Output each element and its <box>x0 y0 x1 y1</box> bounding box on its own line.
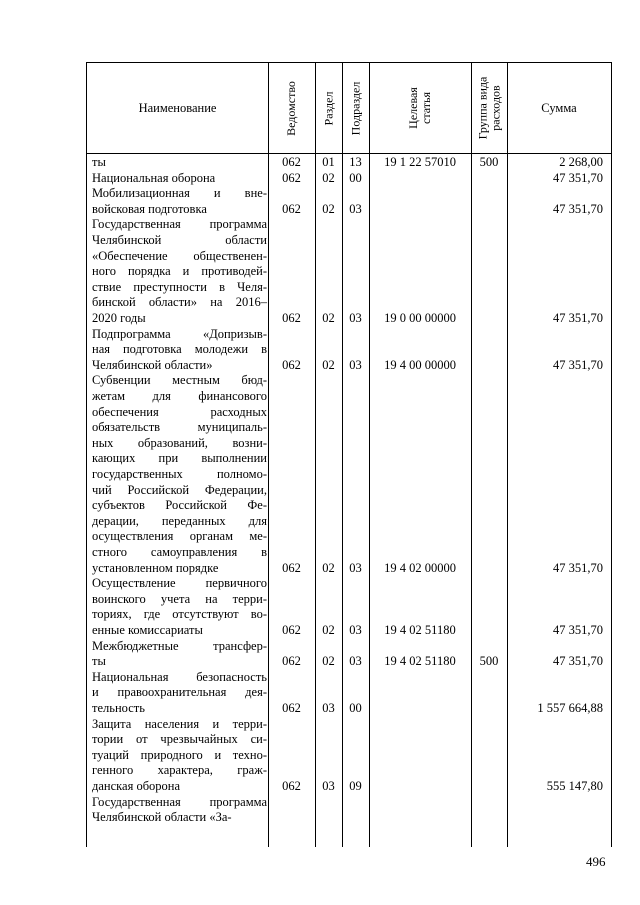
row-name-line: и правоохранительная дея- <box>92 685 267 700</box>
cell-razdel: 03 <box>322 700 335 715</box>
row-name <box>92 171 267 187</box>
row-name-line: тельность <box>92 700 145 715</box>
row-name-line: данская оборона <box>92 778 181 793</box>
row-name-line: енные комиссариаты <box>92 622 203 637</box>
table-row <box>87 186 611 217</box>
table-row <box>87 639 611 670</box>
row-name-line: Национальная оборона <box>92 170 216 185</box>
header-vedomstvo: Ведомство <box>284 80 299 136</box>
cell-podrazdel: 00 <box>349 170 362 185</box>
cell-sum: 47 351,70 <box>553 654 603 669</box>
table-row <box>87 717 611 795</box>
row-name-line: Межбюджетные трансфер- <box>92 638 267 653</box>
table-row <box>87 217 611 326</box>
cell-sum: 47 351,70 <box>553 622 603 637</box>
cell-ved: 062 <box>282 170 301 185</box>
row-name-line: тории от чрезвычайных си- <box>92 732 267 747</box>
cell-sum: 47 351,70 <box>553 357 603 372</box>
row-name-line: генного характера, граж- <box>92 763 267 778</box>
row-name-line: ных образований, возни- <box>92 435 267 450</box>
row-name-line: ная подготовка молодежи в <box>92 342 267 357</box>
table-header <box>87 62 611 154</box>
cell-razdel: 02 <box>322 310 335 325</box>
row-name-line: воинского учета на терри- <box>92 591 267 606</box>
row-name-line: осуществления органам ме- <box>92 529 267 544</box>
row-name-line: субъектов Российской Фе- <box>92 498 267 513</box>
header-target <box>407 87 433 129</box>
cell-ved: 062 <box>282 155 301 169</box>
cell-ved: 062 <box>282 654 301 669</box>
cell-ved: 062 <box>282 560 301 575</box>
row-name-line: бинской области» на 2016– <box>92 295 267 310</box>
row-name-line: установленном порядке <box>92 560 219 575</box>
cell-ved: 062 <box>282 201 301 216</box>
row-name-line: кающих при выполнении <box>92 451 267 466</box>
cell-group: 500 <box>479 654 499 669</box>
cell-target: 19 4 00 00000 <box>384 357 456 372</box>
header-group-line2: расходов <box>488 85 502 131</box>
table-row <box>87 373 611 576</box>
table-row <box>87 171 611 187</box>
row-name-line: войсковая подготовка <box>92 201 207 216</box>
row-name-line: ты <box>92 654 106 669</box>
header-target-cell <box>369 63 471 153</box>
row-name-line: «Обеспечение общественен- <box>92 248 267 263</box>
cell-ved: 062 <box>282 310 301 325</box>
cell-podrazdel: 00 <box>349 700 362 715</box>
row-name <box>92 186 267 217</box>
header-target-line1: Целевая <box>405 87 420 129</box>
row-name <box>92 217 267 326</box>
row-name <box>92 795 267 826</box>
row-name-line: Подпрограмма «Допризыв- <box>92 326 267 341</box>
cell-podrazdel: 03 <box>349 654 362 669</box>
row-name-line: Челябинской области «За- <box>92 810 232 825</box>
cell-sum: 47 351,70 <box>553 310 603 325</box>
header-name: Наименование <box>138 100 217 115</box>
row-name-line: Субвенции местным бюд- <box>92 373 267 388</box>
cell-podrazdel: 03 <box>349 357 362 372</box>
row-name-line: стного самоуправления в <box>92 544 267 559</box>
table-row <box>87 795 611 826</box>
row-name-line: государственных полномо- <box>92 466 267 481</box>
cell-podrazdel: 03 <box>349 622 362 637</box>
row-name <box>92 155 267 171</box>
row-name-line: обеспечения расходных <box>92 404 267 419</box>
cell-ved: 062 <box>282 357 301 372</box>
row-name-line: Защита населения и терри- <box>92 716 267 731</box>
cell-target: 19 4 02 51180 <box>384 654 456 669</box>
row-name-line: туаций природного и техно- <box>92 747 267 762</box>
row-name-line: Челябинской области <box>92 232 267 247</box>
header-podrazdel: Подраздел <box>348 81 363 135</box>
row-name-line: дерации, переданных для <box>92 513 267 528</box>
cell-podrazdel: 03 <box>349 201 362 216</box>
row-name-line: ствие преступности в Челя- <box>92 279 267 294</box>
header-podrazdel-cell <box>342 63 369 153</box>
header-group-line1: Группа вида <box>475 76 489 140</box>
row-name <box>92 576 267 638</box>
header-target-line2: статья <box>418 92 433 124</box>
row-name-line: жетам для финансового <box>92 388 267 403</box>
cell-razdel: 03 <box>322 778 335 793</box>
header-sum: Сумма <box>541 100 577 115</box>
cell-razdel: 02 <box>322 170 335 185</box>
cell-podrazdel: 13 <box>349 155 362 169</box>
row-name-line: чий Российской Федерации, <box>92 482 267 497</box>
cell-razdel: 02 <box>322 622 335 637</box>
cell-razdel: 02 <box>322 357 335 372</box>
row-name <box>92 639 267 670</box>
cell-target: 19 4 02 51180 <box>384 622 456 637</box>
header-razdel-cell <box>315 63 342 153</box>
row-name-line: 2020 годы <box>92 310 146 325</box>
cell-ved: 062 <box>282 622 301 637</box>
cell-podrazdel: 03 <box>349 310 362 325</box>
page-number: 496 <box>586 854 606 869</box>
table-row <box>87 670 611 717</box>
budget-table <box>86 62 612 847</box>
cell-target: 19 0 00 00000 <box>384 310 456 325</box>
cell-sum: 1 557 664,88 <box>537 700 603 715</box>
header-group-cell <box>471 63 507 153</box>
row-name-line: Осуществление первичного <box>92 576 267 591</box>
row-name-line: Национальная безопасность <box>92 669 267 684</box>
row-name-line: Мобилизационная и вне- <box>92 186 267 201</box>
cell-target: 19 4 02 00000 <box>384 560 456 575</box>
cell-target: 19 1 22 57010 <box>384 155 456 169</box>
row-name-line: ториях, где отсутствуют во- <box>92 607 267 622</box>
header-name-cell <box>87 63 268 153</box>
table-row <box>87 576 611 638</box>
cell-sum: 2 268,00 <box>559 155 603 169</box>
header-vedomstvo-cell <box>268 63 315 153</box>
row-name <box>92 717 267 795</box>
header-group <box>476 77 502 140</box>
row-name <box>92 327 267 374</box>
cell-sum: 555 147,80 <box>546 778 603 793</box>
header-sum-cell <box>507 63 611 153</box>
cell-ved: 062 <box>282 778 301 793</box>
row-name-line: Челябинской области» <box>92 357 213 372</box>
cell-podrazdel: 09 <box>349 778 362 793</box>
table-row <box>87 327 611 374</box>
cell-razdel: 02 <box>322 201 335 216</box>
cell-sum: 47 351,70 <box>553 201 603 216</box>
row-name-line: ты <box>92 155 106 169</box>
cell-razdel: 02 <box>322 560 335 575</box>
cell-podrazdel: 03 <box>349 560 362 575</box>
row-name-line: Государственная программа <box>92 794 267 809</box>
cell-razdel: 01 <box>322 155 335 169</box>
cell-sum: 47 351,70 <box>553 560 603 575</box>
cell-group: 500 <box>479 155 499 169</box>
row-name <box>92 373 267 576</box>
cell-sum: 47 351,70 <box>553 170 603 185</box>
cell-ved: 062 <box>282 700 301 715</box>
row-name-line: Государственная программа <box>92 217 267 232</box>
table-row <box>87 155 611 171</box>
row-name-line: обязательств муниципаль- <box>92 420 267 435</box>
cell-razdel: 02 <box>322 654 335 669</box>
row-name-line: ного порядка и противодей- <box>92 264 267 279</box>
row-name <box>92 670 267 717</box>
header-razdel: Раздел <box>321 91 336 125</box>
